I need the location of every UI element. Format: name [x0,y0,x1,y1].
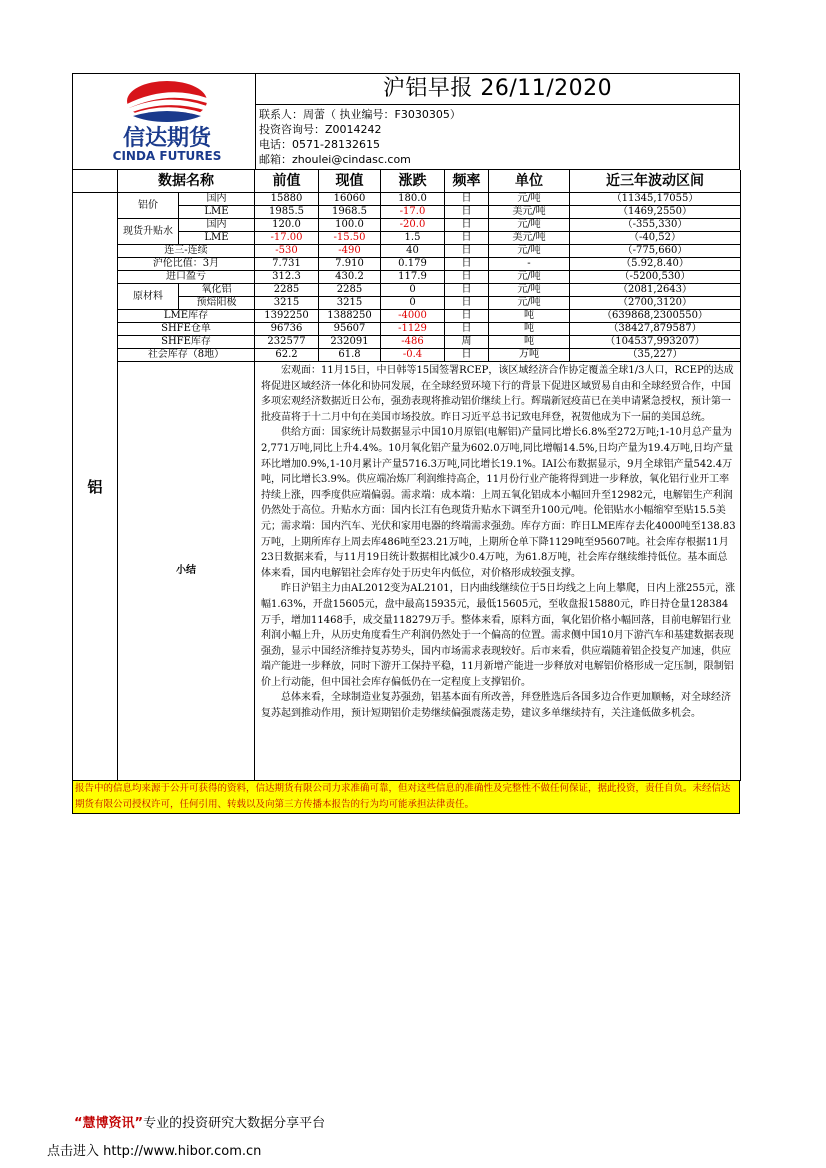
ad-line-1 [74,1112,325,1131]
summary-text [255,362,741,781]
paragraph-conclusion: 总体来看，全球制造业复苏强劲，铝基本面有所改善，拜登胜选后各国多边合作更加顺畅，对全球经济复苏起到推动作用，预计短期铝价走势继续偏强震荡走势，建议多单继续持有，关注逢低做多机会。 [261,692,731,720]
table-row: SHFE仓单 96736 95607 -1129 日 吨 （38427,879587） [73,323,741,336]
col-prev: 前值 [255,170,319,193]
contact-person: 联系人：周蕾（ 执业编号：F3030305） [259,108,461,121]
data-table [72,170,741,781]
table-row: 铝 铝价 国内 15880 16060 180.0 日 元/吨 （11345,17055） [73,193,741,206]
logo-en-text: CINDA FUTURES [112,149,222,163]
group-label: 现货升贴水 [118,219,179,245]
summary-row [73,362,741,781]
col-range: 近三年波动区间 [570,170,741,193]
table-row: 原材料 氧化铝 2285 2285 0 日 元/吨 （2081,2643） [73,284,741,297]
col-freq: 频率 [445,170,489,193]
table-row: 进口盈亏 312.3 430.2 117.9 日 元/吨 （-5200,530） [73,271,741,284]
table-row: LME -17.00 -15.50 1.5 日 美元/吨 （-40,52） [73,232,741,245]
col-unit: 单位 [489,170,570,193]
ad-link[interactable]: 点击进入 http://www.hibor.com.cn [47,1144,262,1159]
ad-tagline: 专业的投资研究大数据分享平台 [143,1116,326,1131]
group-label: 原材料 [118,284,179,310]
group-label: 铝价 [118,193,179,219]
table-row: 连三-连续 -530 -490 40 日 元/吨 （-775,660） [73,245,741,258]
logo-cn-text: 信达期货 [122,126,212,151]
table-row: LME库存 1392250 1388250 -4000 日 吨 （639868,2300550） [73,310,741,323]
table-row: 沪伦比值：3月 7.731 7.910 0.179 日 - （5.92,8.40） [73,258,741,271]
cinda-logo-icon [87,76,247,164]
table-row: LME 1985.5 1968.5 -17.0 日 美元/吨 （1469,2550） [73,206,741,219]
ad-brand: “慧博资讯” [74,1116,144,1131]
report-header [72,73,740,170]
report-title: 沪铝早报 26/11/2020 [256,74,739,105]
disclaimer: 报告中的信息均来源于公开可获得的资料，信达期货有限公司力求准确可靠，但对这些信息的准确性及完整性不做任何保证，据此投资，责任自负。未经信达期货有限公司授权许可，任何引用、转载以及向第三方传播本报告的行为均可能承担法律责任。 [72,781,740,814]
paragraph-macro: 宏观面：11月15日，中日韩等15国签署RCEP，该区域经济合作协定覆盖全球1/3人口，RCEP的达成将促进区域经济一体化和协同发展，在全球经贸环境下行的背景下促进区域贸易自由和全球经贸合作，中国多项宏观经济数据近日公布，强劲表现将推动铝价继续上行。辉瑞新冠疫苗已在美申请紧急授权，预计第一批疫苗将于十二月中旬在美国市场投放。昨日习近平总书记致电拜登，祝贺他成为下一届的美国总统。 [261,365,734,423]
table-row: 社会库存（8地） 62.2 61.8 -0.4 日 万吨 （35,227） [73,349,741,362]
col-cur: 现值 [319,170,381,193]
col-chg: 涨跌 [381,170,445,193]
table-row: 现货升贴水 国内 120.0 100.0 -20.0 日 元/吨 （-355,330） [73,219,741,232]
header-info [256,74,739,169]
table-row: 预焙阳极 3215 3215 0 日 元/吨 （2700,3120） [73,297,741,310]
paragraph-market: 昨日沪铝主力由AL2012变为AL2101，日内曲线继续位于5日均线之上向上攀爬，日内上涨255元，涨幅1.63%，开盘15605元，盘中最高15935元，最低15605元，至收盘报15880元，昨日持仓量128384万手，增加11468手，成交量118279万手。整体来看，原料方面，氧化铝价格小幅回落，目前电解铝行业利润小幅上升，从历史角度看生产利润仍然处于一个偏高的位置。需求侧中国10月下游汽车和基建数据表现强劲，显示中国经济维持复苏势头，国内市场需求表现较好。后市来看，供应端随着铝企投复产加速，供应端产能进一步释放，同时下游开工保持平稳，11月新增产能进一步释放对电解铝价格形成一定压制，限制铝价上行动能，但中国社会库存偏低仍在一定程度上支撑铝价。 [261,583,736,688]
email: 邮箱：zhoulei@cindasc.com [259,153,411,166]
col-blank [73,170,118,193]
license-number: 投资咨询号：Z0014242 [259,123,382,136]
paragraph-supply: 供给方面：国家统计局数据显示中国10月原铝(电解铝)产量同比增长6.8%至272万吨;1-10月总产量为2,771万吨,同比上升4.4%。10月氧化铝产量为602.0万吨,同比增幅14.5%,日均产量为19.4万吨,日均产量环比增加0.9%,1-10月累计产量5716.3万吨,同比增长19.1%。IAI公布数据显示，9月全球铝产量542.4万吨，同比增长3.9%。供应端冶炼厂利润维持高企，11月份行业产能将得到进一步释放，氧化铝行业开工率持续上涨，四季度供应端偏弱。需求端：成本端：上周五氧化铝成本小幅回升至12982元，电解铝生产利润仍然处于高位。升贴水方面：国内长江有色现货升贴水下调至升100元/吨。伦铝贴水小幅缩窄至贴15.5美元；需求端：国内汽车、光伏和家用电器的终端需求强劲。库存方面：昨日LME库存去化4000吨至138.83万吨，上期所库存上周去库486吨至23.21万吨，上期所仓单下降1129吨至95607吨。社会库存根据11月23日数据来看，与11月19日统计数据相比减少0.4万吨，为61.8万吨，社会库存继续维持低位。基本面总体来看，国内电解铝社会库存处于历史年内低位，对价格形成较强支撑。 [261,427,736,579]
contact-block [259,107,461,167]
company-logo [73,74,256,169]
col-name: 数据名称 [118,170,255,193]
table-row: SHFE库存 232577 232091 -486 周 吨 （104537,993207） [73,336,741,349]
summary-label: 小结 [118,362,255,781]
report-sheet [72,73,740,814]
section-label: 铝 [73,193,118,781]
phone: 电话：0571-28132615 [259,138,380,151]
